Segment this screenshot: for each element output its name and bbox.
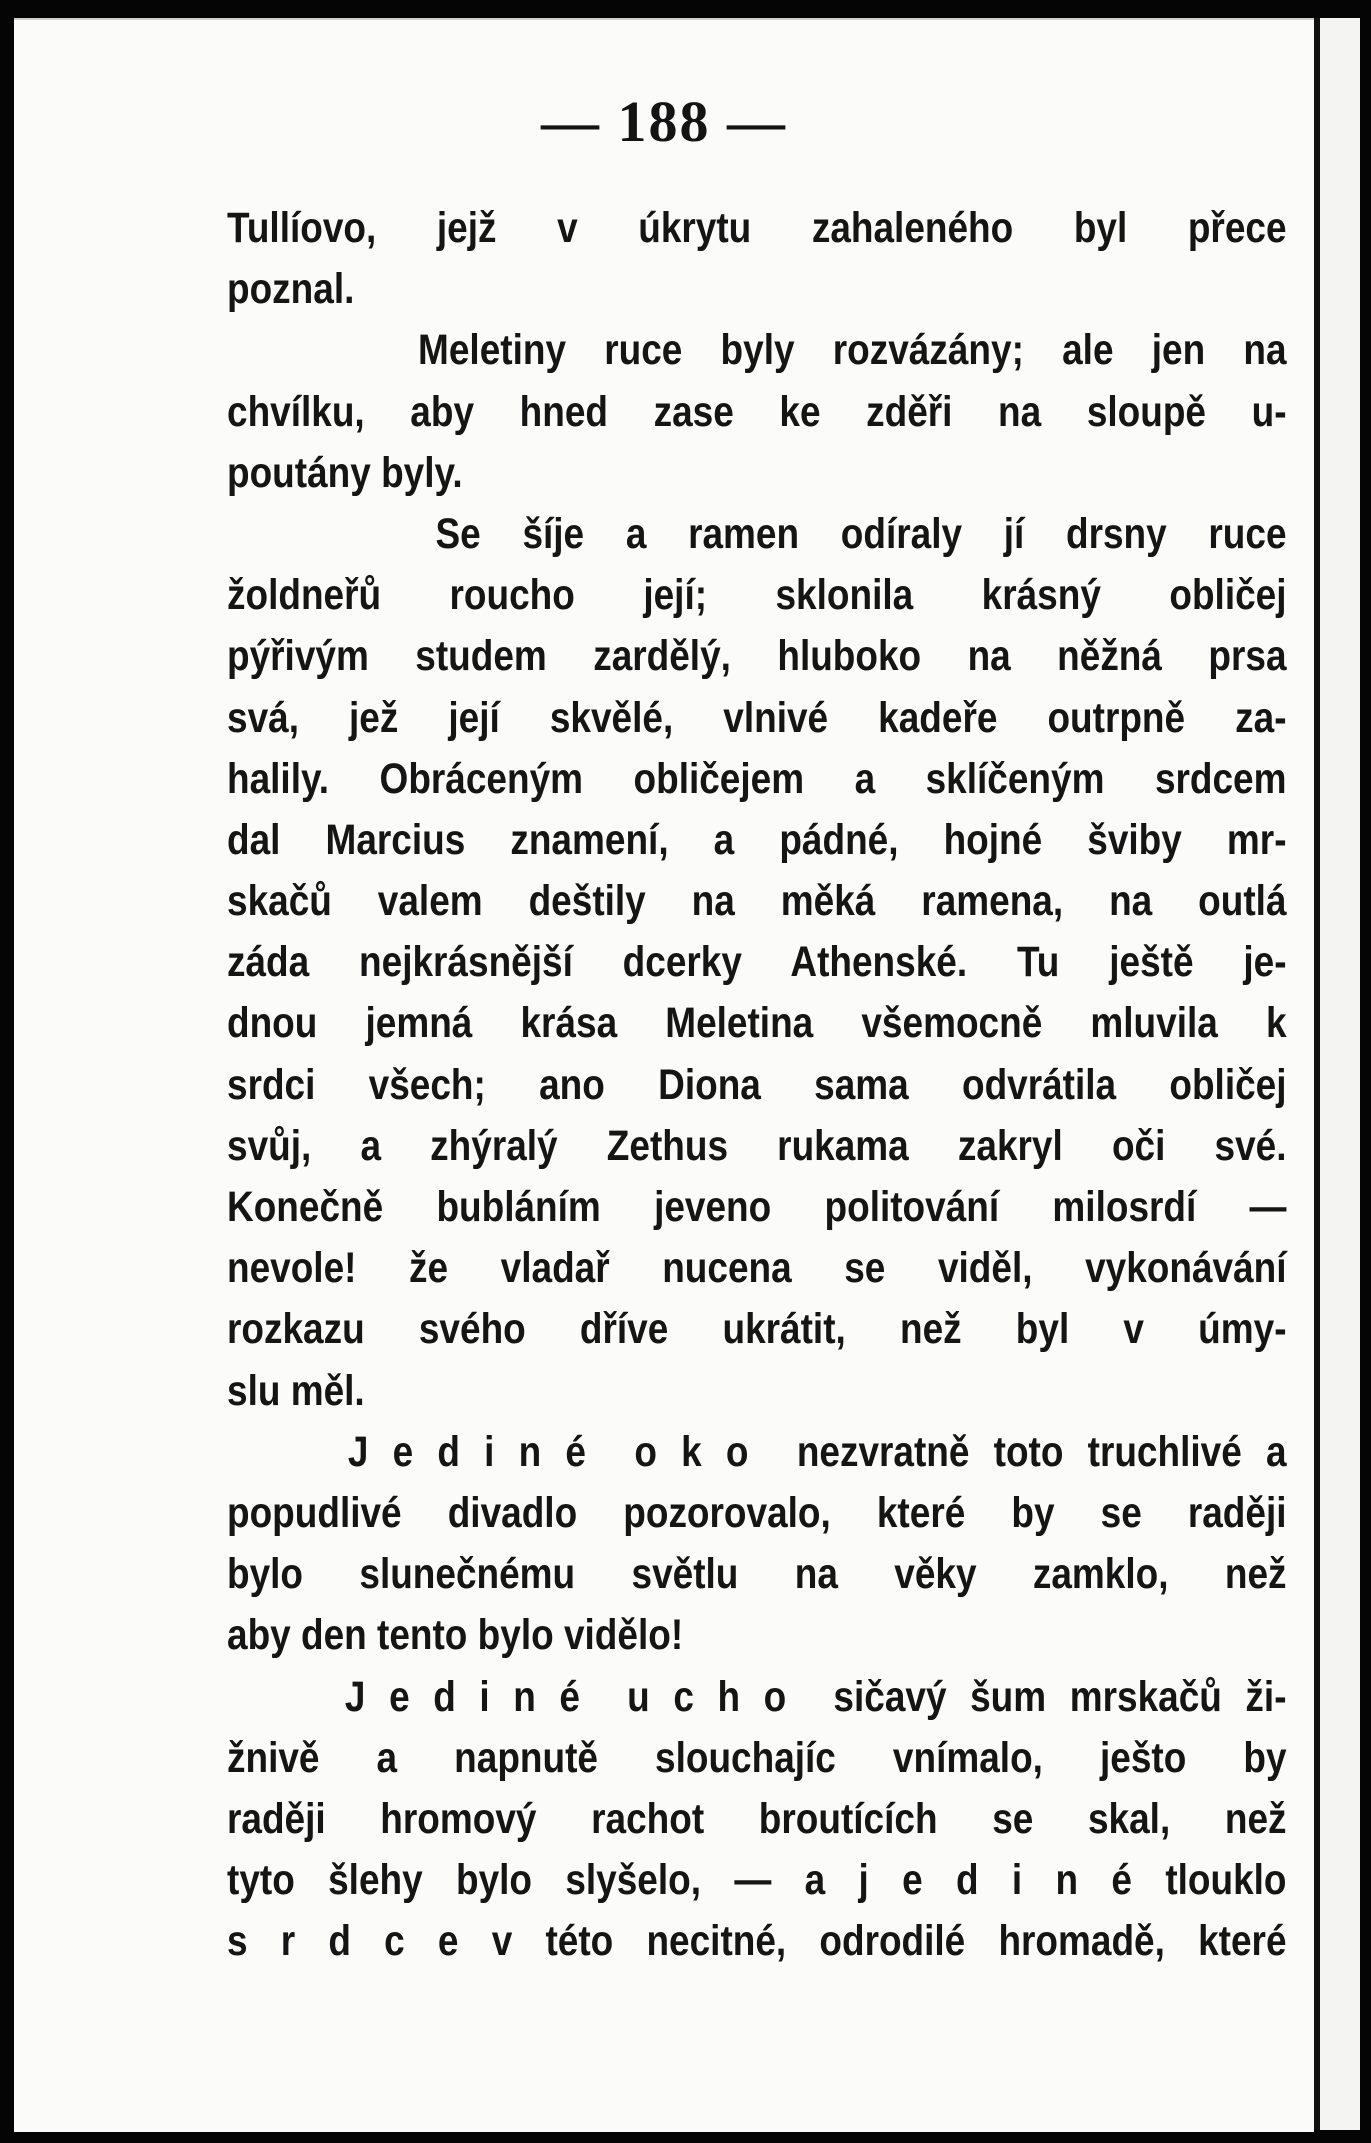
text-line: poutány byly. [227,448,463,497]
body-text [227,198,1287,1972]
text-line: J e d i n é o k o nezvratně toto truchlivé a [227,1427,1287,1476]
book-page [14,18,1314,2132]
text-line: srdci všech; ano Diona sama odvrátila obličej [227,1060,1287,1109]
text-line: raději hromový rachot broutících se skal, než [227,1794,1287,1843]
text-line: s r d c e v této necitné, odrodilé hromadě, které [227,1917,1287,1966]
text-line: žnivě a napnutě slouchajíc vnímalo, ješto by [227,1733,1287,1782]
text-line: slu měl. [227,1366,365,1415]
text-line: Se šíje a ramen odíraly jí drsny ruce [227,509,1287,558]
text-line: dnou jemná krása Meletina všemocně mluvila k [227,999,1287,1048]
text-line: rozkazu svého dříve ukrátit, než byl v úmy- [227,1305,1287,1354]
text-line: aby den tento bylo vidělo! [227,1611,684,1660]
text-line: dal Marcius znamení, a pádné, hojné šviby mr- [227,815,1287,864]
text-line: žoldneřů roucho její; sklonila krásný obličej [227,571,1287,620]
text-line: bylo slunečnému světlu na věky zamklo, než [227,1550,1287,1599]
text-line: Konečně bubláním jeveno politování milosrdí — [227,1183,1287,1231]
text-line: záda nejkrásnější dcerky Athenské. Tu ještě je- [227,938,1287,987]
text-line: popudlivé divadlo pozorovalo, které by se raději [227,1488,1287,1537]
text-line: svá, jež její skvělé, vlnivé kadeře outrpně za- [227,693,1287,742]
text-line: nevole! že vladař nucena se viděl, vykonávání [227,1244,1287,1293]
text-line: svůj, a zhýralý Zethus rukama zakryl oči své. [227,1121,1287,1170]
adjacent-page-strip [1320,18,1360,2130]
text-line: Meletiny ruce byly rozvázány; ale jen na [227,326,1287,375]
page-number: — 188 — [541,89,787,154]
text-line: poznal. [227,265,355,314]
text-line: tyto šlehy bylo slyšelo, — a j e d i n é tlouklo [227,1856,1287,1905]
text-line: pýřivým studem zardělý, hluboko na něžná prsa [227,632,1287,681]
text-line: J e d i n é u c h o sičavý šum mrskačů ži- [227,1672,1287,1721]
text-line: skačů valem deštily na měká ramena, na outlá [227,877,1287,926]
text-line: chvílku, aby hned zase ke zděři na sloupě u- [227,387,1287,436]
text-line: halily. Obráceným obličejem a sklíčeným srdcem [227,754,1287,803]
text-line: Tullíovo, jejž v úkrytu zahaleného byl přece [227,204,1287,252]
